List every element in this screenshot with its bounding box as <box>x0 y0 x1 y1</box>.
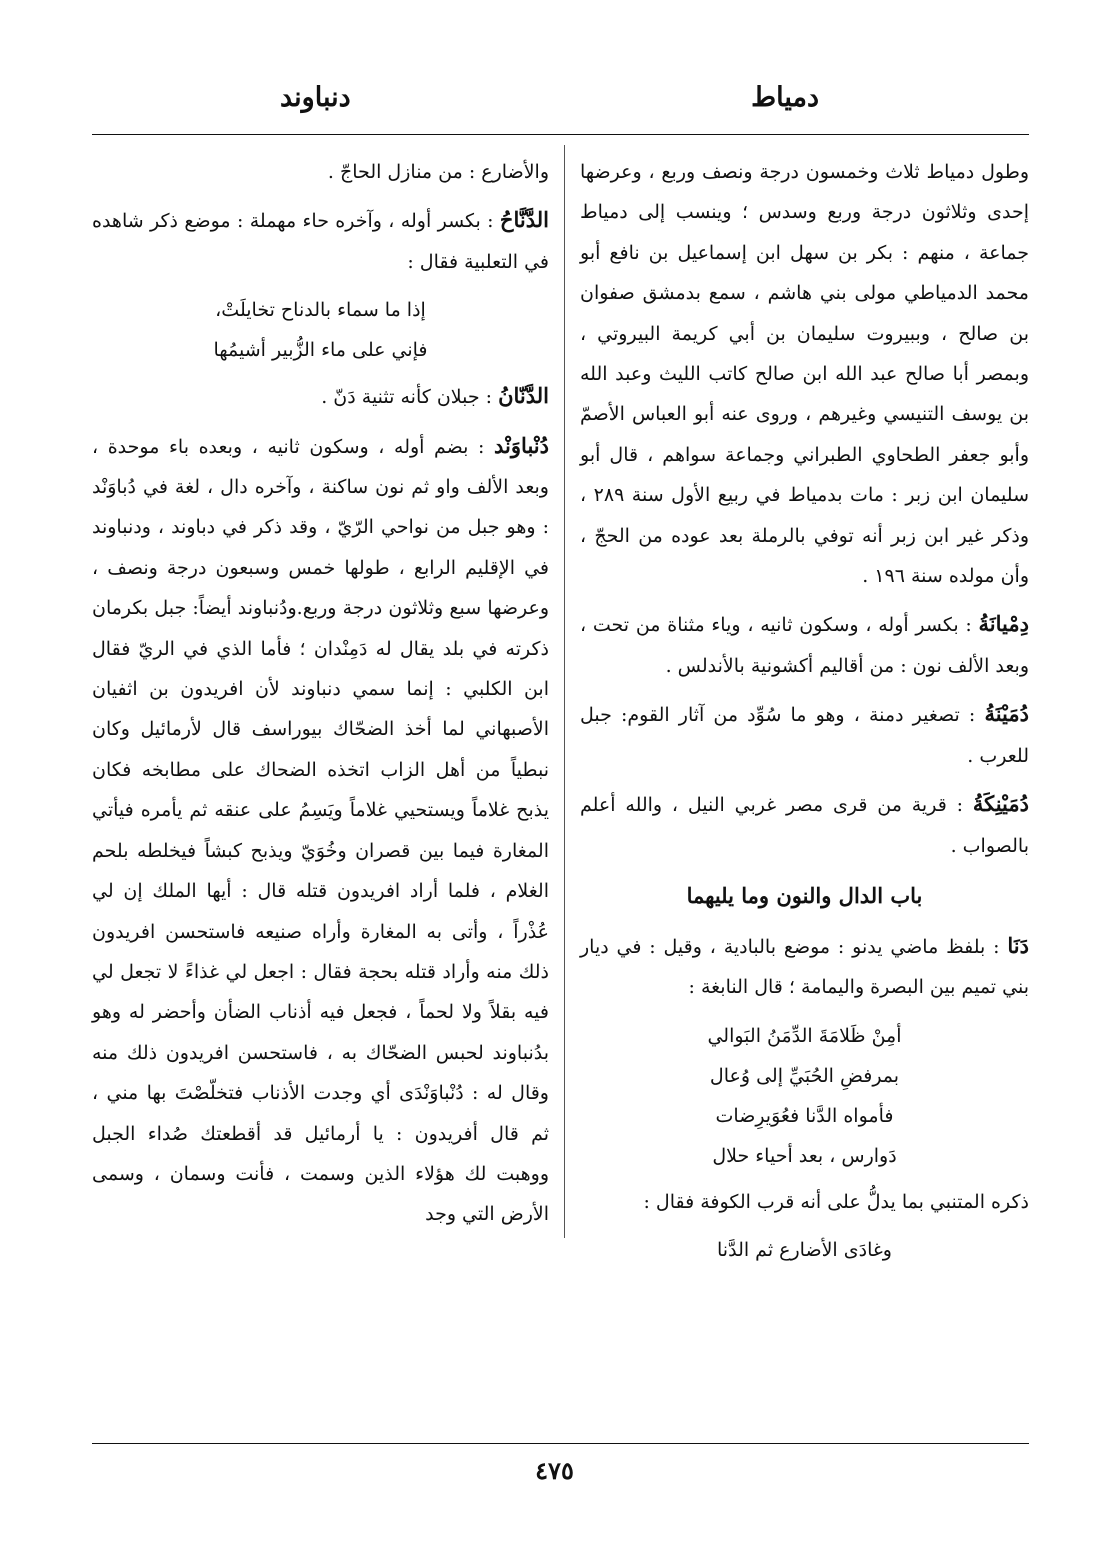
footer-rule <box>92 1443 1029 1444</box>
entry-dumaynika <box>580 784 1029 866</box>
entry-dannah <box>92 200 549 282</box>
entry-dumayna <box>580 694 1029 776</box>
entry-dimyana <box>580 604 1029 686</box>
section-title: باب الدال والنون وما يليهما <box>686 882 923 908</box>
verse-line: فإني على ماء الزُّبير أشيمُها <box>213 339 428 362</box>
entry-donbawand <box>92 426 549 1235</box>
headword: الدَّنّانُ <box>498 383 549 409</box>
headword: دِمْيانَةُ <box>978 611 1029 637</box>
entry-text: : بكسر أوله ، وسكون ثانيه ، وياء مثناة من تحت ، وبعد الألف نون : من أقاليم أكشونية بالأندلس . <box>580 614 1029 677</box>
running-header-left: دنباوند <box>280 82 351 113</box>
verse-line: إذا ما سماء بالدناح تخايلَتْ، <box>215 299 426 322</box>
entry-text: : تصغير دمنة ، وهو ما سُوِّد من آثار القوم: جبل للعرب . <box>580 704 1029 767</box>
verse-line: وغادَى الأضارع ثم الدَّنا <box>717 1239 892 1262</box>
entry-dannan <box>92 376 549 417</box>
page-number: ٤٧٥ <box>535 1456 574 1485</box>
verse-line: بمرفضِ الحُبَيِّ إلى وُعال <box>709 1064 900 1087</box>
mutanabbi-citation: ذكره المتنبي بما يدلُّ على أنه قرب الكوفة فقال : <box>643 1190 1029 1213</box>
headword: دُنْباوَنْد <box>494 432 549 458</box>
verse-line: أمِنْ ظَلامَةَ الدِّمَنُ البَوالي <box>707 1024 902 1047</box>
left-column <box>92 152 549 1243</box>
entry-dimyat-continuation: وطول دمياط ثلاث وخمسون درجة ونصف وربع ، وعرضها إحدى وثلاثون درجة وربع وسدس ؛ وينسب إلى دمياط جماعة ، منهم : بكر بن سهل ابن إسماعيل بن نافع أبو محمد الدمياطي مولى بني هاشم ، سمع بدمشق صفوان بن صالح ، وببيروت سليمان بن أبي كريمة البيروتي ، وبمصر أبا صالح عبد الله ابن صالح كاتب الليث وعبد الله بن يوسف التنيسي وغيرهم ، وروى عنه أبو العباس الأصمّ وأبو جعفر الطحاوي الطبراني وجماعة سواهم ، قال أبو سليمان ابن زبر : مات بدمياط في ربيع الأول سنة ٢٨٩ ، وذكر غير ابن زبر أنه توفي بالرملة بعد عوده من الحجّ ، وأن مولده سنة ١٩٦ . <box>580 161 1030 588</box>
entry-text: : جبلان كأنه تثنية دَنّ . <box>321 386 493 409</box>
headword: دَنَا <box>1007 932 1030 958</box>
column-divider <box>564 145 565 1238</box>
verse-block <box>580 1016 1029 1176</box>
verse-block <box>92 290 549 370</box>
header-rule <box>92 134 1029 135</box>
entry-text: : بضم أوله ، وسكون ثانيه ، وبعده باء موحدة ، وبعد الألف واو ثم نون ساكنة ، وآخره دال ، لغة في دُباوَنْد : وهو جبل من نواحي الرّيّ ، وقد ذكر في دباوند ، ودنباوند في الإقليم الرابع ، طولها خمس وسبعون درجة ونصف ، وعرضها سبع وثلاثون درجة وربع.ودُنباوند أيضاً: جبل بكرمان ذكرته في بلد يقال له دَمِنْدان ؛ فأما الذي في الريّ فقال ابن الكلبي : إنما سمي دنباوند لأن افريدون بن اثفيان الأصبهاني لما أخذ الضحّاك بيوراسف قال لأرمائيل وكان نبطياً من أهل الزاب اتخذه الضحاك على مطابخه فكان يذبح غلاماً ويستحيي غلاماً ويَسِمُ على عنقه ثم يأمره فيأتي المغارة فيما بين قصران وخُوَيّ ويذبح كبشاً فيخلطه بلحم الغلام ، فلما أراد افريدون قتله قال : أيها الملك إن لي عُذْراً ، وأتى به المغارة وأراه صنيعه فاستحسن افريدون ذلك منه وأراد قتله بحجة فقال : اجعل لي غذاءً لا تجعل لي فيه بقلاً ولا لحماً ، فجعل فيه أذناب الضأن وأحضر له وهو بدُنباوند لحبس الضحّاك به ، فاستحسن افريدون ذلك منه وقال له : دُنْباوَنْدَى أي وجدت الأذناب فتخلّصْتَ بها مني ، ثم قال أفريدون : يا أرمائيل قد أقطعتك صُداء الجبل ووهبت لك هؤلاء الذين وسمت ، فأنت وسمان ، وسمى الأرض التي وجد <box>92 435 549 1226</box>
verse-continuation: والأضارع : من منازل الحاجّ . <box>327 161 549 183</box>
entry-text: : قرية من قرى مصر غربي النيل ، والله أعلم بالصواب . <box>580 794 1029 857</box>
running-header-right: دمياط <box>751 82 819 113</box>
verse-block <box>580 1230 1029 1270</box>
headword: دُمَيْنِكَةُ <box>972 791 1029 817</box>
verse-line: دَوارس ، بعد أحياء حلال <box>712 1144 897 1167</box>
entry-text: : بلفظ ماضي يدنو : موضع بالبادية ، وقيل : في ديار بني تميم بين البصرة واليمامة ؛ قال النابغة : <box>580 935 1029 999</box>
headword: دُمَيْنَةُ <box>984 701 1029 727</box>
entry-dana <box>580 926 1029 1008</box>
headword: الدَّنَّاحُ <box>499 207 549 233</box>
right-column <box>580 152 1029 1276</box>
entry-text: : بكسر أوله ، وآخره حاء مهملة : موضع ذكر شاهده في التعلبية فقال : <box>92 210 549 273</box>
verse-line: فأمواه الدَّنا فعُوَيرِضات <box>715 1104 894 1127</box>
